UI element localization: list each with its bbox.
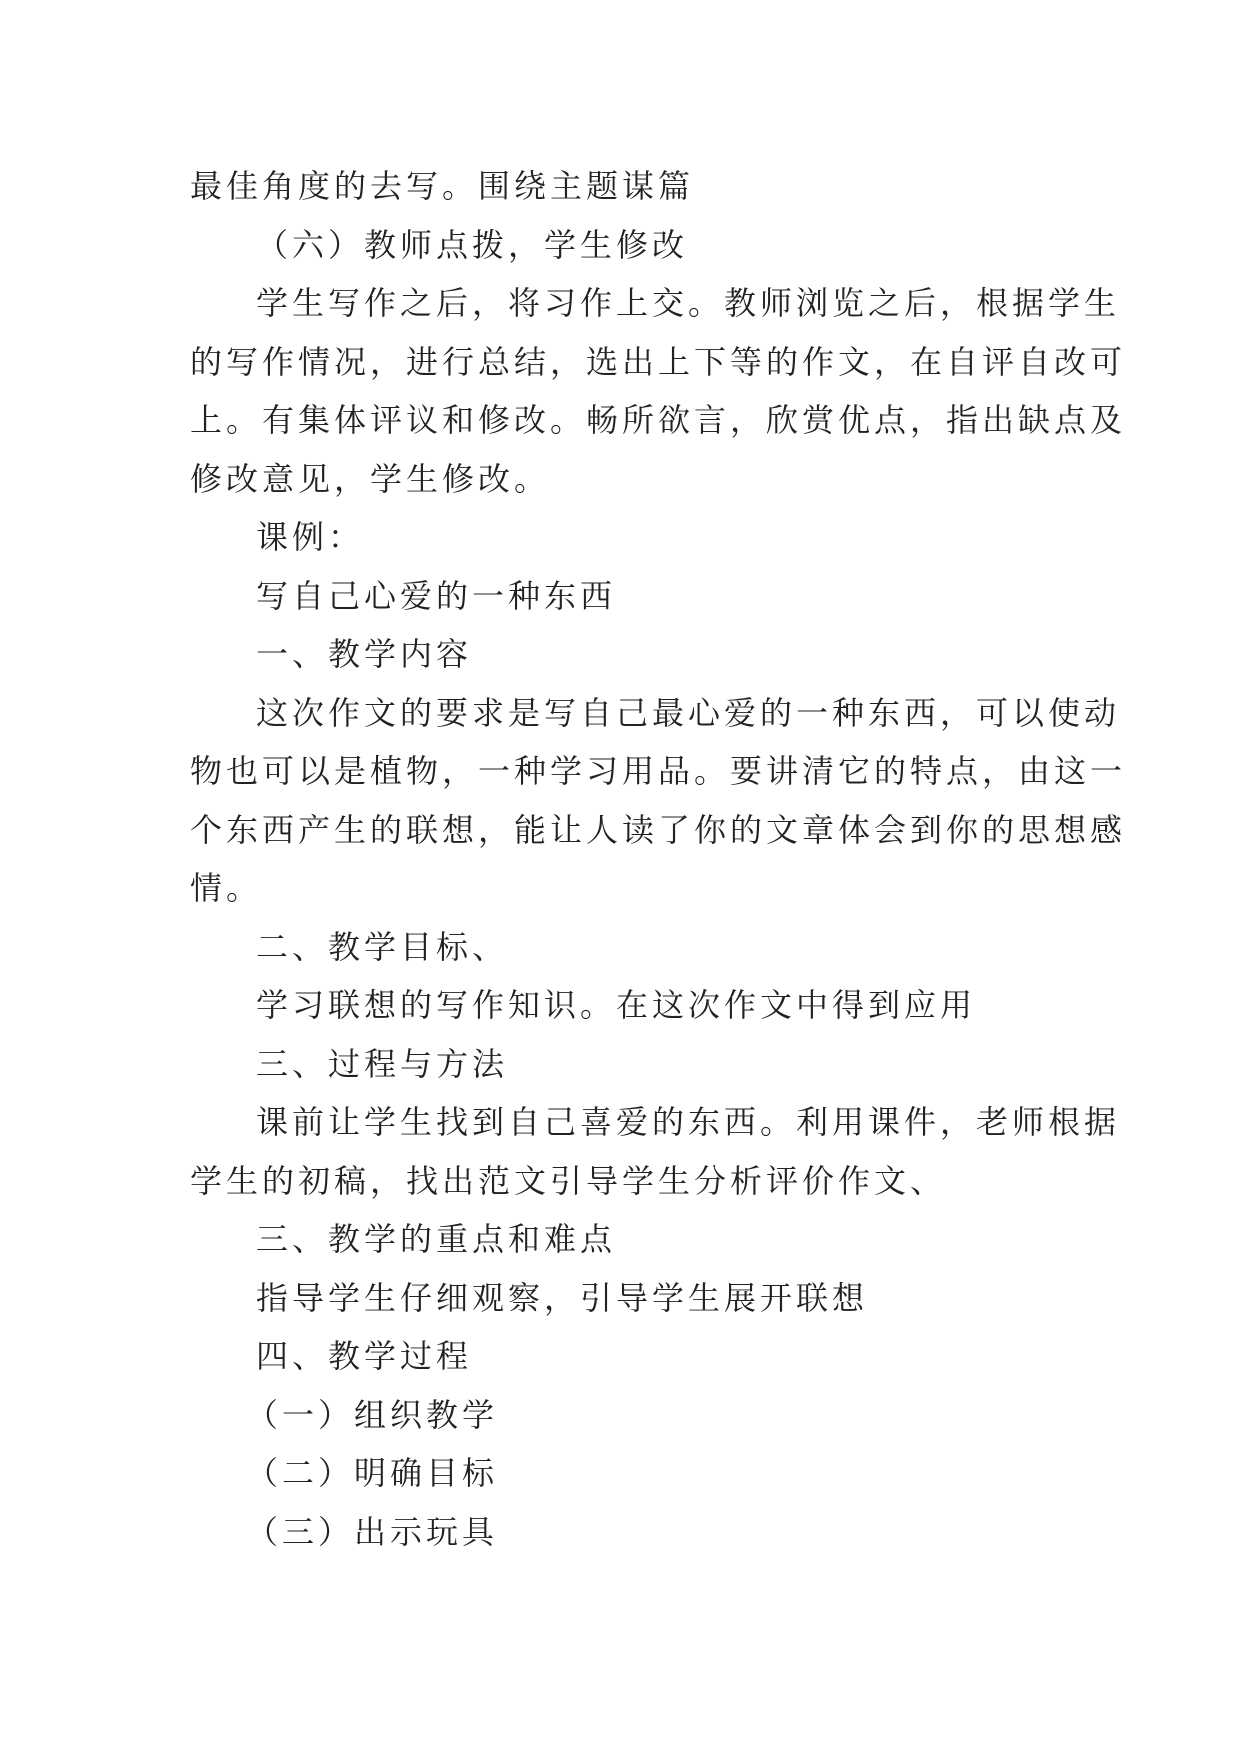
text-line: 课例： xyxy=(256,518,365,556)
text-line: 指导学生仔细观察，引导学生展开联想 xyxy=(256,1278,869,1317)
text-line: 学习联想的写作知识。在这次作文中得到应用 xyxy=(256,986,977,1024)
section-heading: 四、教学过程 xyxy=(256,1337,473,1375)
text-line: 课前让学生找到自己喜爱的东西。利用课件，老师根据 xyxy=(256,1103,1121,1141)
text-line: 学生写作之后，将习作上交。教师浏览之后，根据学生 xyxy=(256,284,1121,322)
section-heading: 二、教学目标、 xyxy=(256,927,509,966)
subsection-heading: （二）明确目标 xyxy=(246,1454,499,1492)
text-line: 修改意见，学生修改。 xyxy=(190,459,551,498)
section-heading: （六）教师点拨，学生修改 xyxy=(256,225,689,264)
subsection-heading: （三）出示玩具 xyxy=(246,1512,499,1551)
text-line: 最佳角度的去写。围绕主题谋篇 xyxy=(190,167,695,205)
subsection-heading: （一）组织教学 xyxy=(246,1395,499,1434)
section-heading: 一、教学内容 xyxy=(256,635,473,673)
document-body xyxy=(190,157,1127,1561)
text-line: 的写作情况，进行总结，选出上下等的作文，在自评自改可 xyxy=(190,342,1127,381)
lesson-title: 写自己心爱的一种东西 xyxy=(256,576,617,615)
text-line: 上。有集体评议和修改。畅所欲言，欣赏优点，指出缺点及 xyxy=(190,401,1127,439)
text-line: 这次作文的要求是写自己最心爱的一种东西，可以使动 xyxy=(256,693,1121,732)
text-line: 物也可以是植物，一种学习用品。要讲清它的特点，由这一 xyxy=(190,752,1127,790)
text-line: 情。 xyxy=(190,869,263,907)
section-heading: 三、过程与方法 xyxy=(256,1044,509,1083)
text-line: 学生的初稿，找出范文引导学生分析评价作文、 xyxy=(190,1161,947,1200)
section-heading: 三、教学的重点和难点 xyxy=(256,1220,617,1258)
text-line: 个东西产生的联想，能让人读了你的文章体会到你的思想感 xyxy=(190,810,1127,849)
